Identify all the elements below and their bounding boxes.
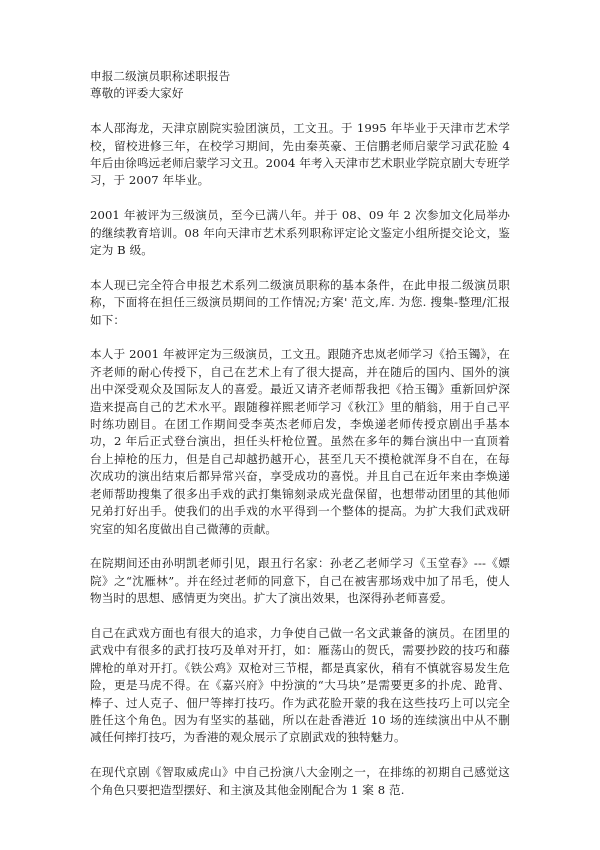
paragraph-martial-arts: 自己在武戏方面也有很大的追求，力争使自己做一名文武兼备的演员。在团里的武戏中有很多的武打技巧及单对开打，如：雁荡山的贺氏，需要抄跤的技巧和藤牌枪的单对开打。《铁公鸡》双枪对三节棍，都是真家伙，稍有不慎就容易发生危险，更是马虎不得。在《嘉兴府》中扮演的“大马块”是需要更多的扑虎、跄背、棒子、过人克子、佃尸等摔打技巧。作为武花脸开蒙的我在这些技巧上可以完全胜任这个角色。因为有坚实的基础，所以在赴香港近 10 场的连续演出中从不删减任何摔打技巧，为香港的观众展示了京剧武戏的独特魅力。 (90, 625, 510, 745)
document-title: 申报二级演员职称述职报告 (90, 69, 231, 83)
greeting-line: 尊敬的评委大家好 (90, 86, 184, 101)
paragraph-work-experience: 本人于 2001 年被评定为三级演员，工文丑。跟随齐忠岚老师学习《拾玉镯》，在齐老师的耐心传授下，自己在艺术上有了很大提高，并在随后的国内、国外的演出中深受观众及国际友人的喜爱。最近又请齐老师帮我把《拾玉镯》重新回炉深造来提高自己的艺术水平。跟随穆祥熙老师学习《秋江》里的艄翁，用于自己平时练功剧目。在团工作期间受李英杰老师启发，李焕递老师传授京剧出手基本功，2 年后正式登台演出，担任头杆枪位置。虽然在多年的舞台演出中一直顶着台上掉枪的压力，但是自己却越扔越开心，甚至几天不摸枪就浑身不自在，在每次成功的演出结束后都异常兴奋，享受成功的喜悦。并且自己在近年来由李焕递老师帮助搜集了很多出手戏的武打集锦刻录成光盘保留，也想带动团里的其他师兄弟打好出手。使我们的出手戏的水平得到一个整体的提高。为扩大我们武戏研究室的知名度做出自己微薄的贡献。 (90, 347, 510, 536)
paragraph-qualification: 本人现已完全符合申报艺术系列二级演员职称的基本条件，在此申报二级演员职称，下面将在担任三级演员期间的工作情况;方案' 范文,库. 为您. 搜集-整理/汇报如下： (90, 277, 510, 327)
paragraph-intro: 本人邵海龙，天津京剧院实验团演员，工文丑。于 1995 年毕业于天津市艺术学校，留校进修三年，在校学习期间，先由秦英豪、王信鹏老师启蒙学习武花脸 4 年后由徐鸣远老师启蒙学习文丑。2004 年考入天津市艺术职业学院京剧大专班学习，于 2007 年毕业。 (90, 121, 510, 188)
report-page (90, 68, 510, 799)
paragraph-study-with-master: 在院期间还由孙明凯老师引见，跟丑行名家：孙老乙老师学习《玉堂春》---《嫖院》之“沈雁林”。并在经过老师的同意下，自己在被害那场戏中加了吊毛，使人物当时的思想、感情更为突出。扩大了演出效果，也深得孙老师喜爱。 (90, 556, 510, 606)
paragraph-modern-opera: 在现代京剧《智取威虎山》中自己扮演八大金刚之一，在排练的初期自己感觉这个角色只要把造型摆好、和主演及其他金刚配合为 1 案 8 范. (90, 765, 510, 797)
blank-line (90, 103, 510, 120)
paragraph-rank-history: 2001 年被评为三级演员，至今已满八年。并于 08、09 年 2 次参加文化局举办的继续教育培训。08 年向天津市艺术系列职称评定论文鉴定小组所提交论文，鉴定为 B 级。 (90, 208, 510, 258)
